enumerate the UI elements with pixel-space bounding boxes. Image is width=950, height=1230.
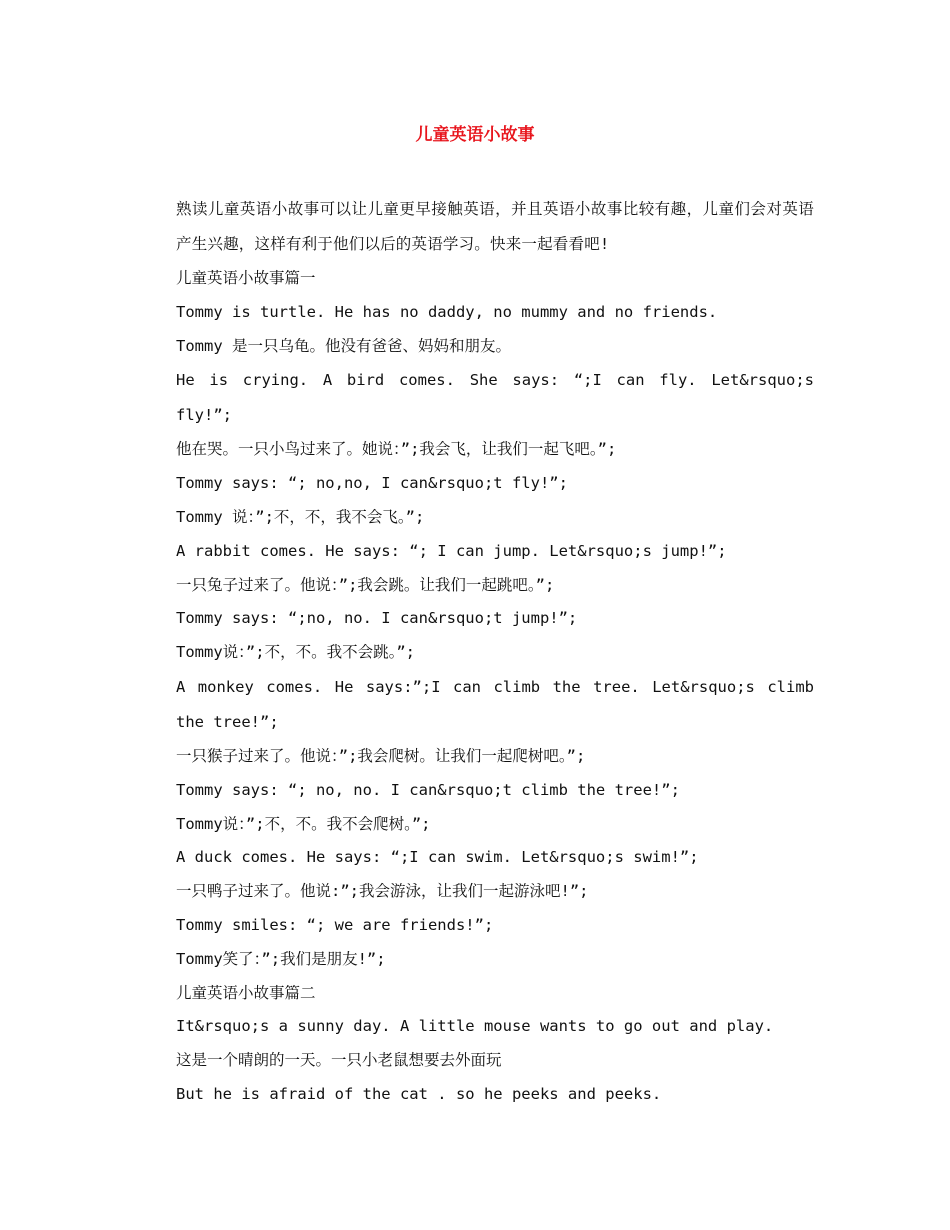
story-line: Tommy says: “; no, no. I can&rsquo;t climb the tree!”; — [176, 780, 680, 799]
story-line: Tommy says: “; no,no, I can&rsquo;t fly!”; — [176, 474, 568, 493]
story-line: It&rsquo;s a sunny day. A little mouse wants to go out and play. — [176, 1017, 774, 1036]
story-line: Tommy says: “;no, no. I can&rsquo;t jump!”; — [176, 609, 578, 628]
story-line: Tommy is turtle. He has no daddy, no mummy and no friends. — [176, 302, 718, 321]
story-line: But he is afraid of the cat . so he peeks and peeks. — [176, 1084, 662, 1103]
story-line: Tommy笑了：”;我们是朋友!”; — [176, 949, 386, 968]
document-body — [140, 192, 814, 1112]
intro-paragraph: 熟读儿童英语小故事可以让儿童更早接触英语，并且英语小故事比较有趣，儿童们会对英语产生兴趣，这样有利于他们以后的英语学习。快来一起看看吧! — [176, 200, 814, 253]
story-line: Tommy说：”;不，不。我不会跳。”; — [176, 643, 415, 662]
section-heading-1: 儿童英语小故事篇一 — [176, 269, 316, 287]
story-line: A duck comes. He says: “;I can swim. Let&rsquo;s swim!”; — [176, 848, 699, 867]
story-line: Tommy smiles: “; we are friends!”; — [176, 915, 494, 934]
document-title: 儿童英语小故事 — [415, 125, 535, 145]
story-line: Tommy 是一只乌龟。他没有爸爸、妈妈和朋友。 — [176, 336, 511, 355]
story-line: 这是一个晴朗的一天。一只小老鼠想要去外面玩 — [176, 1051, 502, 1070]
story-line: 一只鸭子过来了。他说:”;我会游泳，让我们一起游泳吧!”; — [176, 882, 589, 901]
story-line: Tommy 说：”;不，不，我不会飞。”; — [176, 507, 425, 526]
story-line: Tommy说：”;不，不。我不会爬树。”; — [176, 814, 431, 833]
story-line: 一只兔子过来了。他说：”;我会跳。让我们一起跳吧。”; — [176, 575, 555, 594]
story-line: A rabbit comes. He says: “; I can jump. Let&rsquo;s jump!”; — [176, 541, 727, 560]
story-line: 一只猴子过来了。他说：”;我会爬树。让我们一起爬树吧。”; — [176, 746, 586, 765]
section-heading-2: 儿童英语小故事篇二 — [176, 983, 316, 1002]
story-line: 他在哭。一只小鸟过来了。她说：”;我会飞，让我们一起飞吧。”; — [176, 440, 617, 459]
story-line: He is crying. A bird comes. She says: “;I can fly. Let&rsquo;s fly!”; — [176, 371, 814, 425]
story-line: A monkey comes. He says:”;I can climb the tree. Let&rsquo;s climb the tree!”; — [176, 677, 814, 731]
